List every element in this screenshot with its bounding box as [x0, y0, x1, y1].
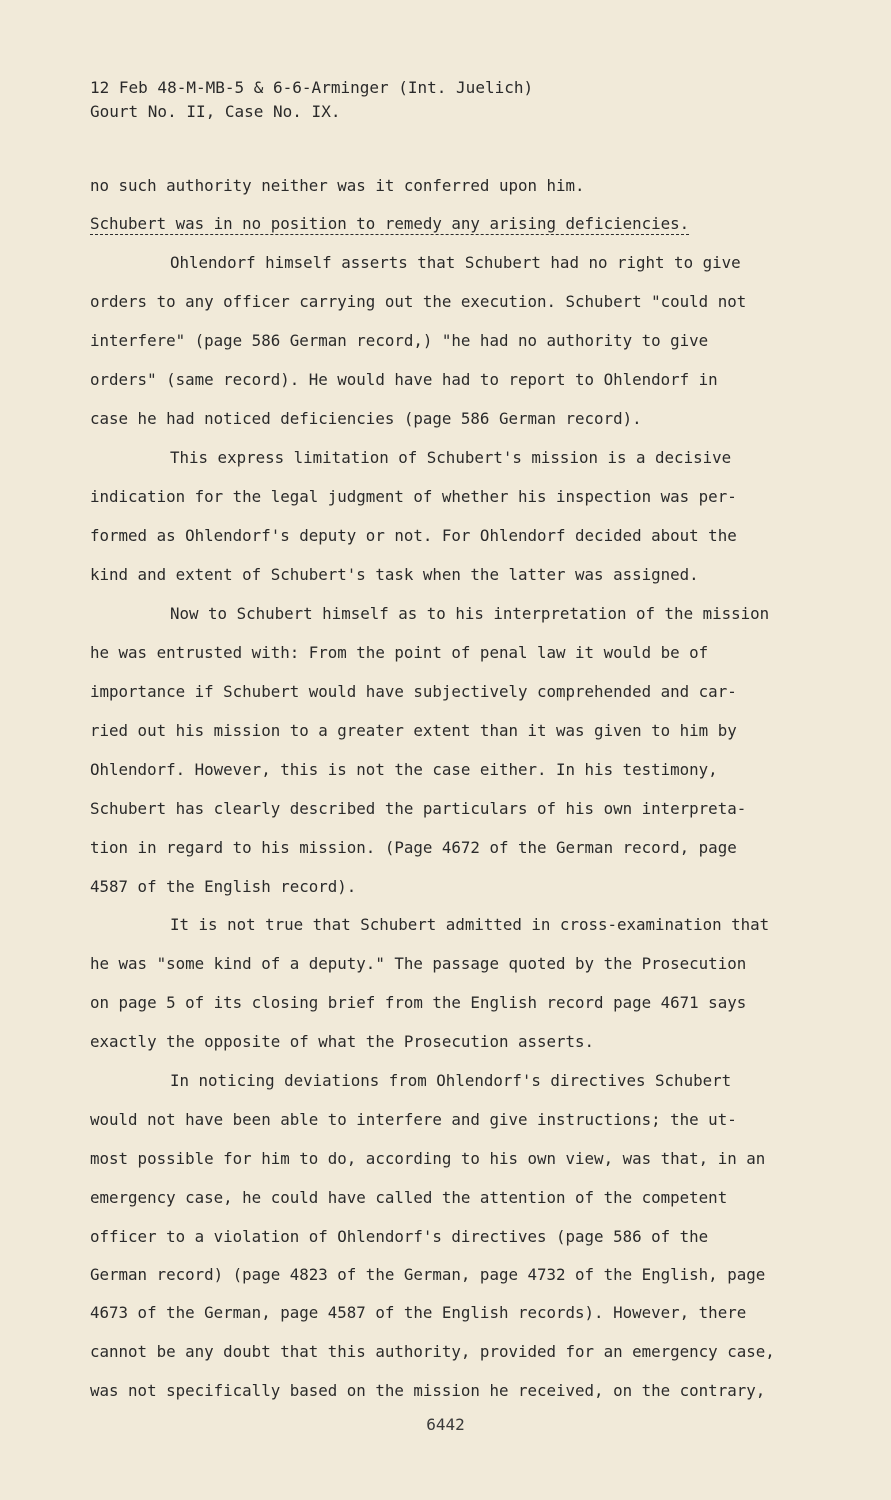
body-line: importance if Schubert would have subjectively comprehended and car-	[90, 682, 737, 701]
body-line: formed as Ohlendorf's deputy or not. For Ohlendorf decided about the	[90, 526, 737, 545]
body-line: German record) (page 4823 of the German, page 4732 of the English, page	[90, 1265, 766, 1284]
body-line: Ohlendorf. However, this is not the case either. In his testimony,	[90, 760, 718, 779]
paragraph-start: It is not true that Schubert admitted in cross-examination that	[170, 915, 770, 934]
header-line-1: 12 Feb 48-M-MB-5 & 6-6-Arminger (Int. Juelich)	[90, 78, 534, 97]
paragraph-start: This express limitation of Schubert's mission is a decisive	[170, 448, 732, 467]
body-line: he was "some kind of a deputy." The passage quoted by the Prosecution	[90, 954, 747, 973]
body-line: most possible for him to do, according to his own view, was that, in an	[90, 1149, 766, 1168]
body-line: exactly the opposite of what the Prosecution asserts.	[90, 1032, 595, 1051]
body-line: was not specifically based on the mission he received, on the contrary,	[90, 1381, 766, 1400]
page-number: 6442	[426, 1415, 465, 1434]
body-line: on page 5 of its closing brief from the English record page 4671 says	[90, 993, 747, 1012]
body-line: 4587 of the English record).	[90, 877, 357, 896]
body-line: orders" (same record). He would have had to report to Ohlendorf in	[90, 370, 718, 389]
body-line: indication for the legal judgment of whether his inspection was per-	[90, 487, 737, 506]
body-line: officer to a violation of Ohlendorf's directives (page 586 of the	[90, 1227, 709, 1246]
paragraph-start: Ohlendorf himself asserts that Schubert had no right to give	[170, 253, 741, 272]
body-line: he was entrusted with: From the point of penal law it would be of	[90, 643, 709, 662]
paragraph-start: Now to Schubert himself as to his interpretation of the mission	[170, 604, 770, 623]
body-line: no such authority neither was it conferred upon him.	[90, 176, 585, 195]
body-line: kind and extent of Schubert's task when the latter was assigned.	[90, 565, 699, 584]
underlined-sentence: Schubert was in no position to remedy any arising deficiencies.	[90, 214, 690, 233]
body-line: 4673 of the German, page 4587 of the English records). However, there	[90, 1303, 747, 1322]
body-line: case he had noticed deficiencies (page 586 German record).	[90, 409, 642, 428]
header-line-2: Gourt No. II, Case No. IX.	[90, 102, 341, 121]
body-line: would not have been able to interfere and give instructions; the ut-	[90, 1110, 737, 1129]
paragraph-start: In noticing deviations from Ohlendorf's directives Schubert	[170, 1071, 732, 1090]
body-line: emergency case, he could have called the attention of the competent	[90, 1188, 728, 1207]
body-line: Schubert has clearly described the particulars of his own interpreta-	[90, 799, 747, 818]
body-line: tion in regard to his mission. (Page 4672 of the German record, page	[90, 838, 737, 857]
body-line: orders to any officer carrying out the execution. Schubert "could not	[90, 292, 747, 311]
body-line: ried out his mission to a greater extent than it was given to him by	[90, 721, 737, 740]
body-line: interfere" (page 586 German record,) "he had no authority to give	[90, 331, 709, 350]
body-line: cannot be any doubt that this authority, provided for an emergency case,	[90, 1342, 775, 1361]
